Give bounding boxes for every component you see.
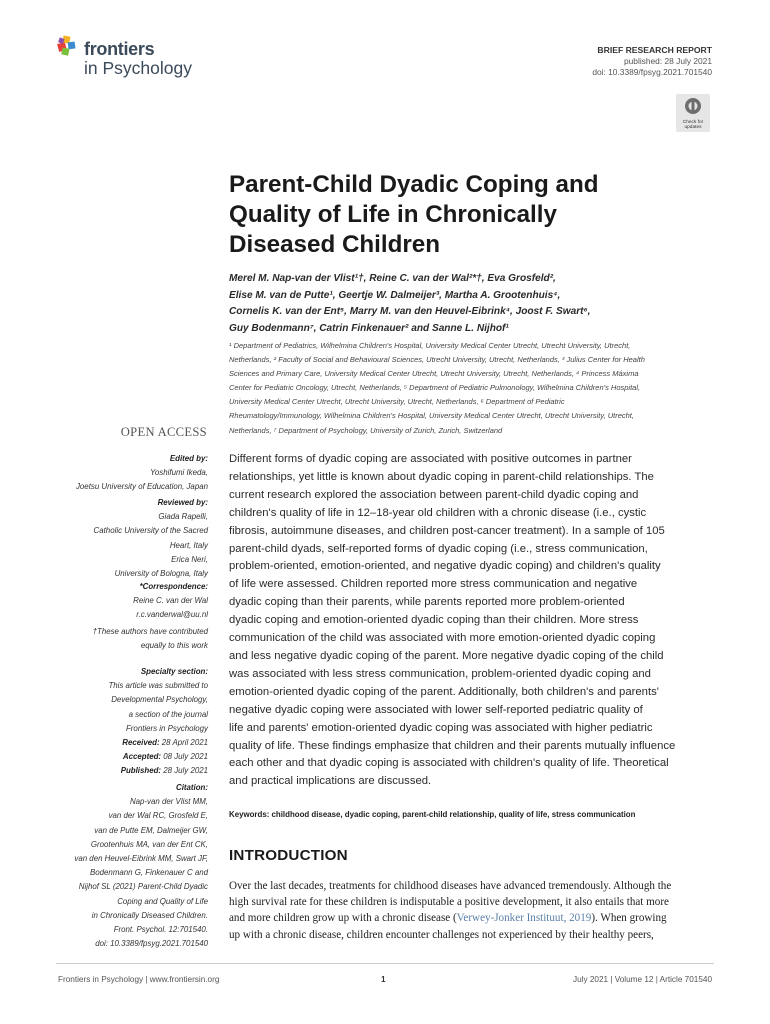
section-heading-introduction: INTRODUCTION [229,847,348,864]
check-label-2: updates [684,125,702,130]
sidebar-dates [52,736,208,779]
abstract-line: emotion-oriented dyadic coping of the parent. Additionally, both children's and parents' [229,685,659,698]
citation-line: van der Wal RC, Grosfeld E, [108,811,208,821]
citation-line: Bodenmann G, Finkenauer C and [90,868,208,878]
title-line: Quality of Life in Chronically [229,201,557,228]
introduction-text [229,878,713,943]
abstract-line: Different forms of dyadic coping are associated with positive outcomes in partner [229,453,632,465]
affiliation-line: ¹ Department of Pediatrics, Wilhelmina Children's Hospital, University Medical Center Utrecht, Utrecht University, Utrecht, [229,341,631,350]
specialty-heading: Specialty section: [140,667,208,676]
citation-line: Front. Psychol. 12:701540. [113,925,208,935]
editor-line: Joetsu University of Education, Japan [75,482,208,492]
abstract-line: problem-oriented, emotion-oriented, and negative dyadic coping) and children's quality [229,560,661,573]
reviewer-line: Catholic University of the Sacred [93,526,208,536]
abstract-line: relationships, yet little is known about dyadic coping in parent-child relationships. The [229,470,654,483]
abstract-line: of life were assessed. Children reported more stress communication and negative [229,578,638,591]
footer-issue: July 2021 | Volume 12 | Article 701540 [573,975,712,984]
published-label: Published: [120,766,162,776]
sidebar-edited-by [52,452,208,495]
journal-logo[interactable] [56,34,206,78]
abstract-line: and less negative dyadic coping of the parent. More negative dyadic coping of the child [229,649,664,662]
abstract-line: children's quality of life in 12–18-year old children with a chronic disease (i.e., cystic [229,506,647,519]
author-list [229,271,709,337]
note-line: †These authors have contributed [92,627,208,636]
citation-line: Nap-van der Vlist MM, [129,797,208,807]
page-number: 1 [381,975,386,984]
author-line: Elise M. van de Putte¹, Geertje W. Dalmeijer³, Martha A. Grootenhuis⁴, [229,289,561,301]
accepted-label: Accepted: [122,752,162,762]
intro-line [229,910,713,926]
intro-line: high survival rate for these children is indisputable a positive development, it also entails that more [229,896,669,909]
citation-line: Coping and Quality of Life [117,896,208,906]
abstract-line: communication of the child was associated with more emotion-oriented dyadic coping [229,632,656,645]
affiliation-line: Sciences and Primary Care, University Medical Center Utrecht, Utrecht University, Utrecht, Netherlands, ⁴ Princess Máxima [229,369,639,379]
abstract-line: parent-child dyads, self-reported forms of dyadic coping (i.e., stress communication, [229,542,648,555]
article-meta [592,45,712,78]
reviewer-line: Giada Rapelli, [158,512,208,522]
citation-line: Grootenhuis MA, van der Ent CK, [90,839,208,849]
abstract-line: dyadic coping than their parents, while parents reported more problem-oriented [229,596,625,609]
title-line: Diseased Children [229,231,441,258]
abstract-line: dyadic coping and emotion-oriented dyadic coping than their children. More stress [229,614,639,627]
abstract-line: quality of life. These findings emphasize that children and their parents mutually influence [229,739,676,752]
footer-journal[interactable]: Frontiers in Psychology | www.frontiersin.org [58,975,220,984]
intro-line: up with a chronic disease, children encounter challenges not experienced by their healthy peers, [229,928,654,941]
correspondence-email[interactable]: r.c.vanderwal@uu.nl [136,610,208,620]
abstract-line: was associated with less stress communication, problem-oriented dyadic coping and [229,667,651,680]
check-for-updates-badge[interactable] [676,94,710,132]
abstract [229,451,713,791]
received-label: Received: [122,738,160,747]
citation-link[interactable]: Verwey-Jonker Instituut, 2019 [456,912,592,925]
intro-text: ). When growing [591,912,667,925]
specialty-line: This article was submitted to [108,681,208,691]
citation-line: van de Putte EM, Dalmeijer GW, [94,825,208,835]
author-line: Cornelis K. van der Ent⁵, Marry M. van den Heuvel-Eibrink⁴, Joost F. Swart⁶, [229,306,591,318]
note-line: equally to this work [140,641,208,651]
edited-by-heading: Edited by: [169,454,208,463]
abstract-line: each other and that dyadic coping is associated with children's quality of life. Theoretical [229,757,669,770]
specialty-line: Frontiers in Psychology [125,723,208,733]
sidebar-correspondence [52,580,208,623]
check-updates-icon [684,97,702,115]
abstract-line: current research explored the association between parent-child dyadic coping and [229,488,639,501]
reviewer-line: University of Bologna, Italy [114,569,208,579]
footer-divider [56,963,714,964]
author-line: Guy Bodenmann⁷, Catrin Finkenauer² and Sanne L. Nijhof¹ [229,322,509,334]
correspondence-name: Reine C. van der Wal [133,596,208,606]
intro-text: and more children grow up with a chronic disease ( [229,912,457,925]
citation-line: doi: 10.3389/fpsyg.2021.701540 [95,939,208,949]
article-title [229,170,699,260]
affiliation-line: University Medical Center Utrecht, Utrecht University, Utrecht, Netherlands, ⁶ Department of Pediatric [229,397,565,407]
frontiers-logo-icon [56,34,80,58]
intro-line: Over the last decades, treatments for childhood diseases have advanced tremendously. Although the [229,880,672,892]
abstract-line: fibrosis, autoimmune diseases, and children post-cancer treatment). In a sample of 105 [229,524,665,537]
reviewer-line: Heart, Italy [169,540,208,550]
article-type: BRIEF RESEARCH REPORT [597,45,712,55]
editor-line: Yoshifumi Ikeda, [150,468,208,478]
doi[interactable]: doi: 10.3389/fpsyg.2021.701540 [592,67,712,77]
reviewed-by-heading: Reviewed by: [157,498,208,507]
reviewer-line: Erica Neri, [171,554,208,564]
abstract-line: life and parents' emotion-oriented dyadic coping was associated with higher pediatric [229,721,653,734]
sidebar-citation [52,781,208,951]
affiliation-line: Rheumatology/Immunology, Wilhelmina Children's Hospital, University Medical Center Utrecht, Utrecht University, Utrecht, [229,411,634,421]
received-date: 28 April 2021 [161,738,208,747]
sidebar-specialty [52,665,208,736]
specialty-line: Developmental Psychology, [111,695,208,705]
abstract-line: negative dyadic coping were associated with lower self-reported pediatric quality of [229,703,643,716]
citation-line: Nijhof SL (2021) Parent-Child Dyadic [78,882,208,892]
published-date: published: 28 July 2021 [623,56,712,66]
logo-text-journal: in Psychology [84,58,192,78]
open-access-label: OPEN ACCESS [120,425,207,439]
logo-text-frontiers: frontiers [84,39,155,59]
published-date-side: 28 July 2021 [163,766,208,776]
affiliation-line: Center for Pediatric Oncology, Utrecht, Netherlands, ⁵ Department of Pediatric Pulmonology, Wilhelmina Children's Hospital, [229,383,641,393]
accepted-date: 08 July 2021 [163,752,208,762]
citation-heading: Citation: [176,783,208,792]
affiliations [229,339,713,438]
sidebar-reviewed-by [52,496,208,581]
check-label-1: Check for [682,120,704,125]
title-line: Parent-Child Dyadic Coping and [229,171,599,198]
affiliation-line: Netherlands, ⁷ Department of Psychology, University of Zurich, Zurich, Switzerland [229,425,503,435]
specialty-line: a section of the journal [128,709,208,719]
author-line: Merel M. Nap-van der Vlist¹†, Reine C. van der Wal²*†, Eva Grosfeld², [229,273,556,284]
abstract-line: and practical implications are discussed. [229,775,432,788]
citation-line: van den Heuvel-Eibrink MM, Swart JF, [74,854,208,864]
affiliation-line: Netherlands, ² Faculty of Social and Behavioural Sciences, Utrecht University, Utrecht, Netherlands, ³ Julius Center for Health [229,355,645,365]
keywords: Keywords: childhood disease, dyadic coping, parent-child relationship, quality of life, stress communication [229,810,636,819]
correspondence-heading: *Correspondence: [139,582,208,591]
citation-line: in Chronically Diseased Children. [91,910,208,920]
sidebar-authors-note [52,625,208,653]
